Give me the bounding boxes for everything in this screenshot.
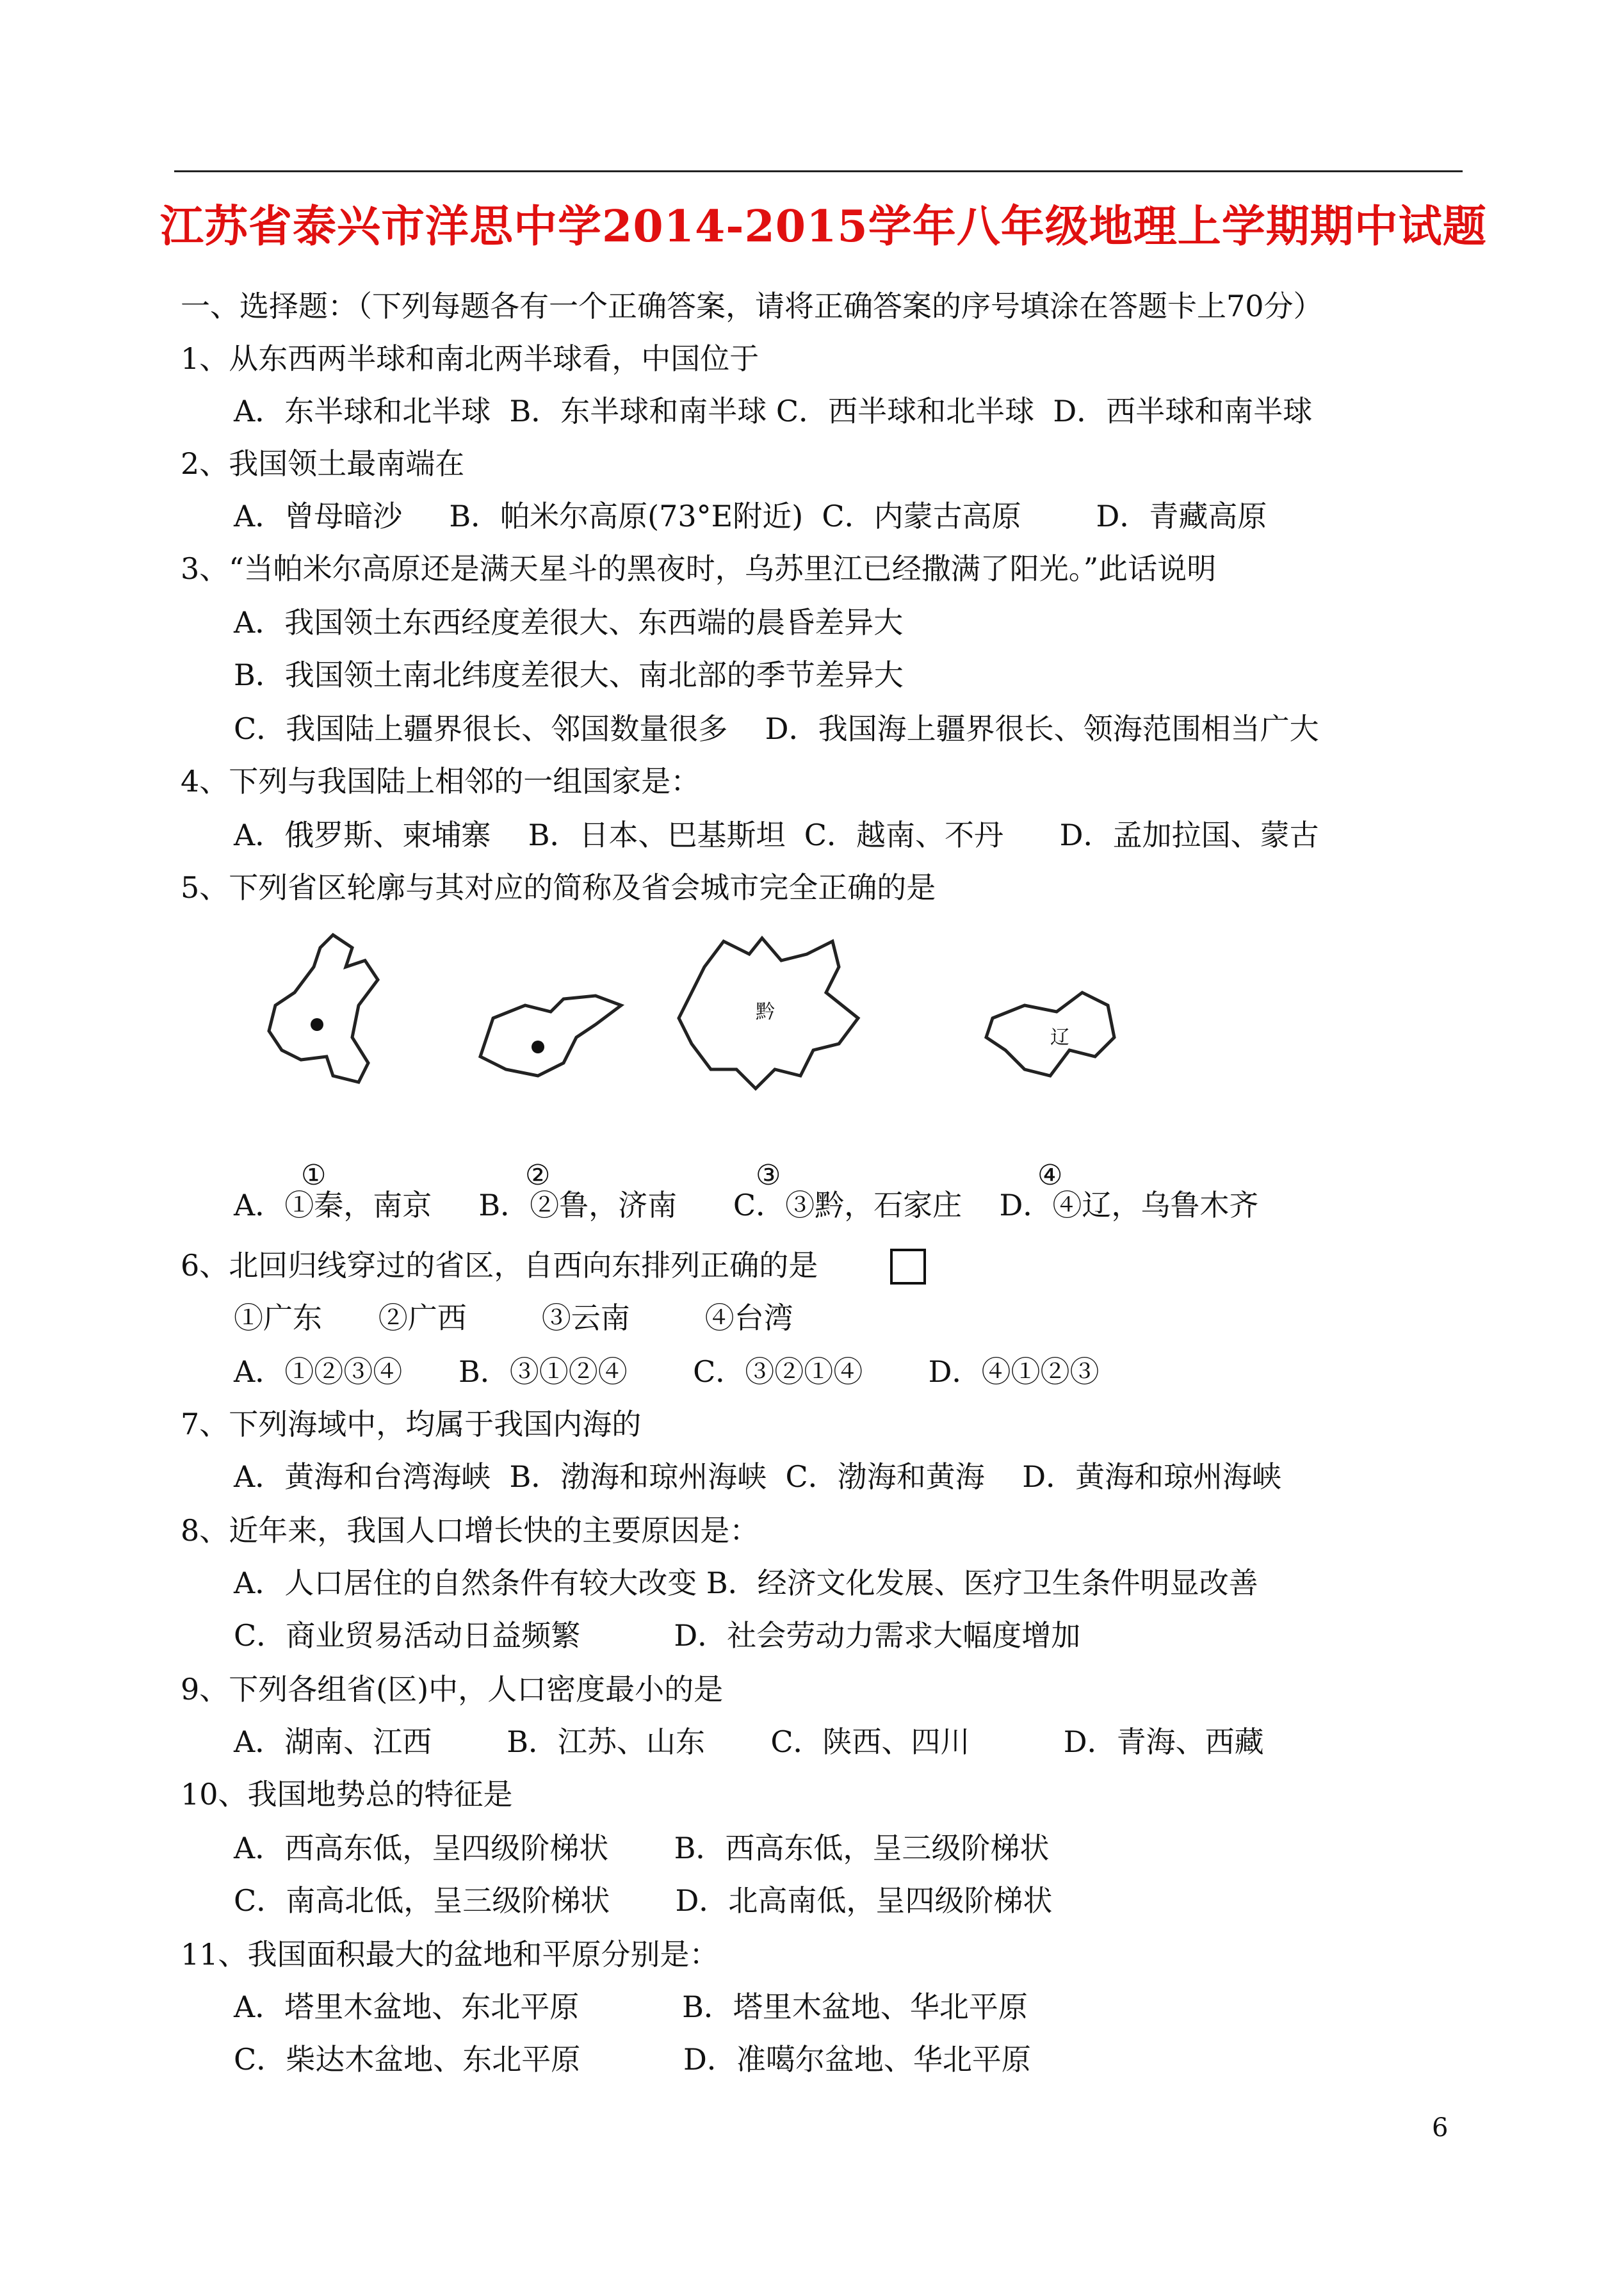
question-1-options: A．东半球和北半球 B．东半球和南半球 C．西半球和北半球 D．西半球和南半球 — [234, 394, 1313, 428]
question-2: 2、我国领土最南端在 — [181, 446, 465, 481]
question-1: 1、从东西两半球和南北两半球看，中国位于 — [181, 341, 759, 376]
question-4: 4、下列与我国陆上相邻的一组国家是： — [181, 764, 701, 799]
question-5-options: A．①秦，南京 B．②鲁，济南 C．③黔，石家庄 D．④辽，乌鲁木齐 — [234, 1188, 1259, 1222]
question-6: 6、北回归线穿过的省区，自西向东排列正确的是 — [181, 1248, 818, 1283]
map-label-1: ① — [301, 1159, 327, 1192]
question-7-options: A．黄海和台湾海峡 B．渤海和琼州海峡 C．渤海和黄海 D．黄海和琼州海峡 — [234, 1459, 1282, 1494]
map-4-text: 辽 — [1050, 1026, 1069, 1049]
question-3-option-cd: C．我国陆上疆界很长、邻国数量很多 D．我国海上疆界很长、领海范围相当广大 — [234, 711, 1319, 746]
question-5: 5、下列省区轮廓与其对应的简称及省会城市完全正确的是 — [181, 870, 936, 905]
page-number: 6 — [1432, 2113, 1449, 2143]
province-outline-maps — [256, 929, 1153, 1210]
question-10-option-cd: C．南高北低，呈三级阶梯状 D．北高南低，呈四级阶梯状 — [234, 1883, 1053, 1918]
question-8-option-ab: A．人口居住的自然条件有较大改变 B．经济文化发展、医疗卫生条件明显改善 — [234, 1566, 1258, 1600]
map-3-text: 黔 — [756, 1001, 775, 1023]
question-11-option-cd: C．柴达木盆地、东北平原 D．准噶尔盆地、华北平原 — [234, 2042, 1031, 2077]
question-7: 7、下列海域中，均属于我国内海的 — [181, 1407, 642, 1441]
province-outline-3 — [666, 929, 877, 1095]
question-8-option-cd: C．商业贸易活动日益频繁 D．社会劳动力需求大幅度增加 — [234, 1618, 1081, 1653]
question-3: 3、“当帕米尔高原还是满天星斗的黑夜时，乌苏里江已经撒满了阳光。”此话说明 — [181, 551, 1217, 586]
question-10: 10、我国地势总的特征是 — [181, 1777, 513, 1812]
section-heading: 一、选择题：（下列每题各有一个正确答案，请将正确答案的序号填涂在答题卡上70分） — [181, 289, 1323, 323]
map-label-2: ② — [525, 1159, 551, 1192]
province-outline-4 — [980, 980, 1127, 1095]
question-2-options: A．曾母暗沙 B．帕米尔高原(73°E附近) C．内蒙古高原 D．青藏高原 — [234, 499, 1267, 533]
question-11-option-ab: A．塔里木盆地、东北平原 B．塔里木盆地、华北平原 — [234, 1990, 1028, 2024]
question-9-options: A．湖南、江西 B．江苏、山东 C．陕西、四川 D．青海、西藏 — [234, 1724, 1264, 1759]
map-label-4: ④ — [1037, 1159, 1063, 1192]
question-10-option-ab: A．西高东低，呈四级阶梯状 B．西高东低，呈三级阶梯状 — [234, 1831, 1050, 1865]
question-9: 9、下列各组省(区)中，人口密度最小的是 — [181, 1672, 724, 1707]
answer-box — [890, 1249, 926, 1285]
question-6-options: A．①②③④ B．③①②④ C．③②①④ D．④①②③ — [234, 1354, 1100, 1389]
question-3-option-b: B．我国领土南北纬度差很大、南北部的季节差异大 — [234, 658, 904, 692]
province-outline-1 — [256, 929, 403, 1095]
question-3-option-a: A．我国领土东西经度差很大、东西端的晨昏差异大 — [234, 605, 904, 640]
question-8: 8、近年来，我国人口增长快的主要原因是： — [181, 1513, 759, 1548]
question-4-options: A．俄罗斯、柬埔寨 B．日本、巴基斯坦 C．越南、不丹 D．孟加拉国、蒙古 — [234, 818, 1319, 852]
header-rule — [174, 170, 1463, 172]
map-label-3: ③ — [756, 1159, 781, 1192]
province-outline-2 — [467, 986, 634, 1089]
question-11: 11、我国面积最大的盆地和平原分别是： — [181, 1937, 719, 1972]
question-6-items: ①广东 ②广西 ③云南 ④台湾 — [234, 1301, 793, 1335]
page-title: 江苏省泰兴市洋思中学2014-2015学年八年级地理上学期期中试题 — [160, 201, 1487, 252]
